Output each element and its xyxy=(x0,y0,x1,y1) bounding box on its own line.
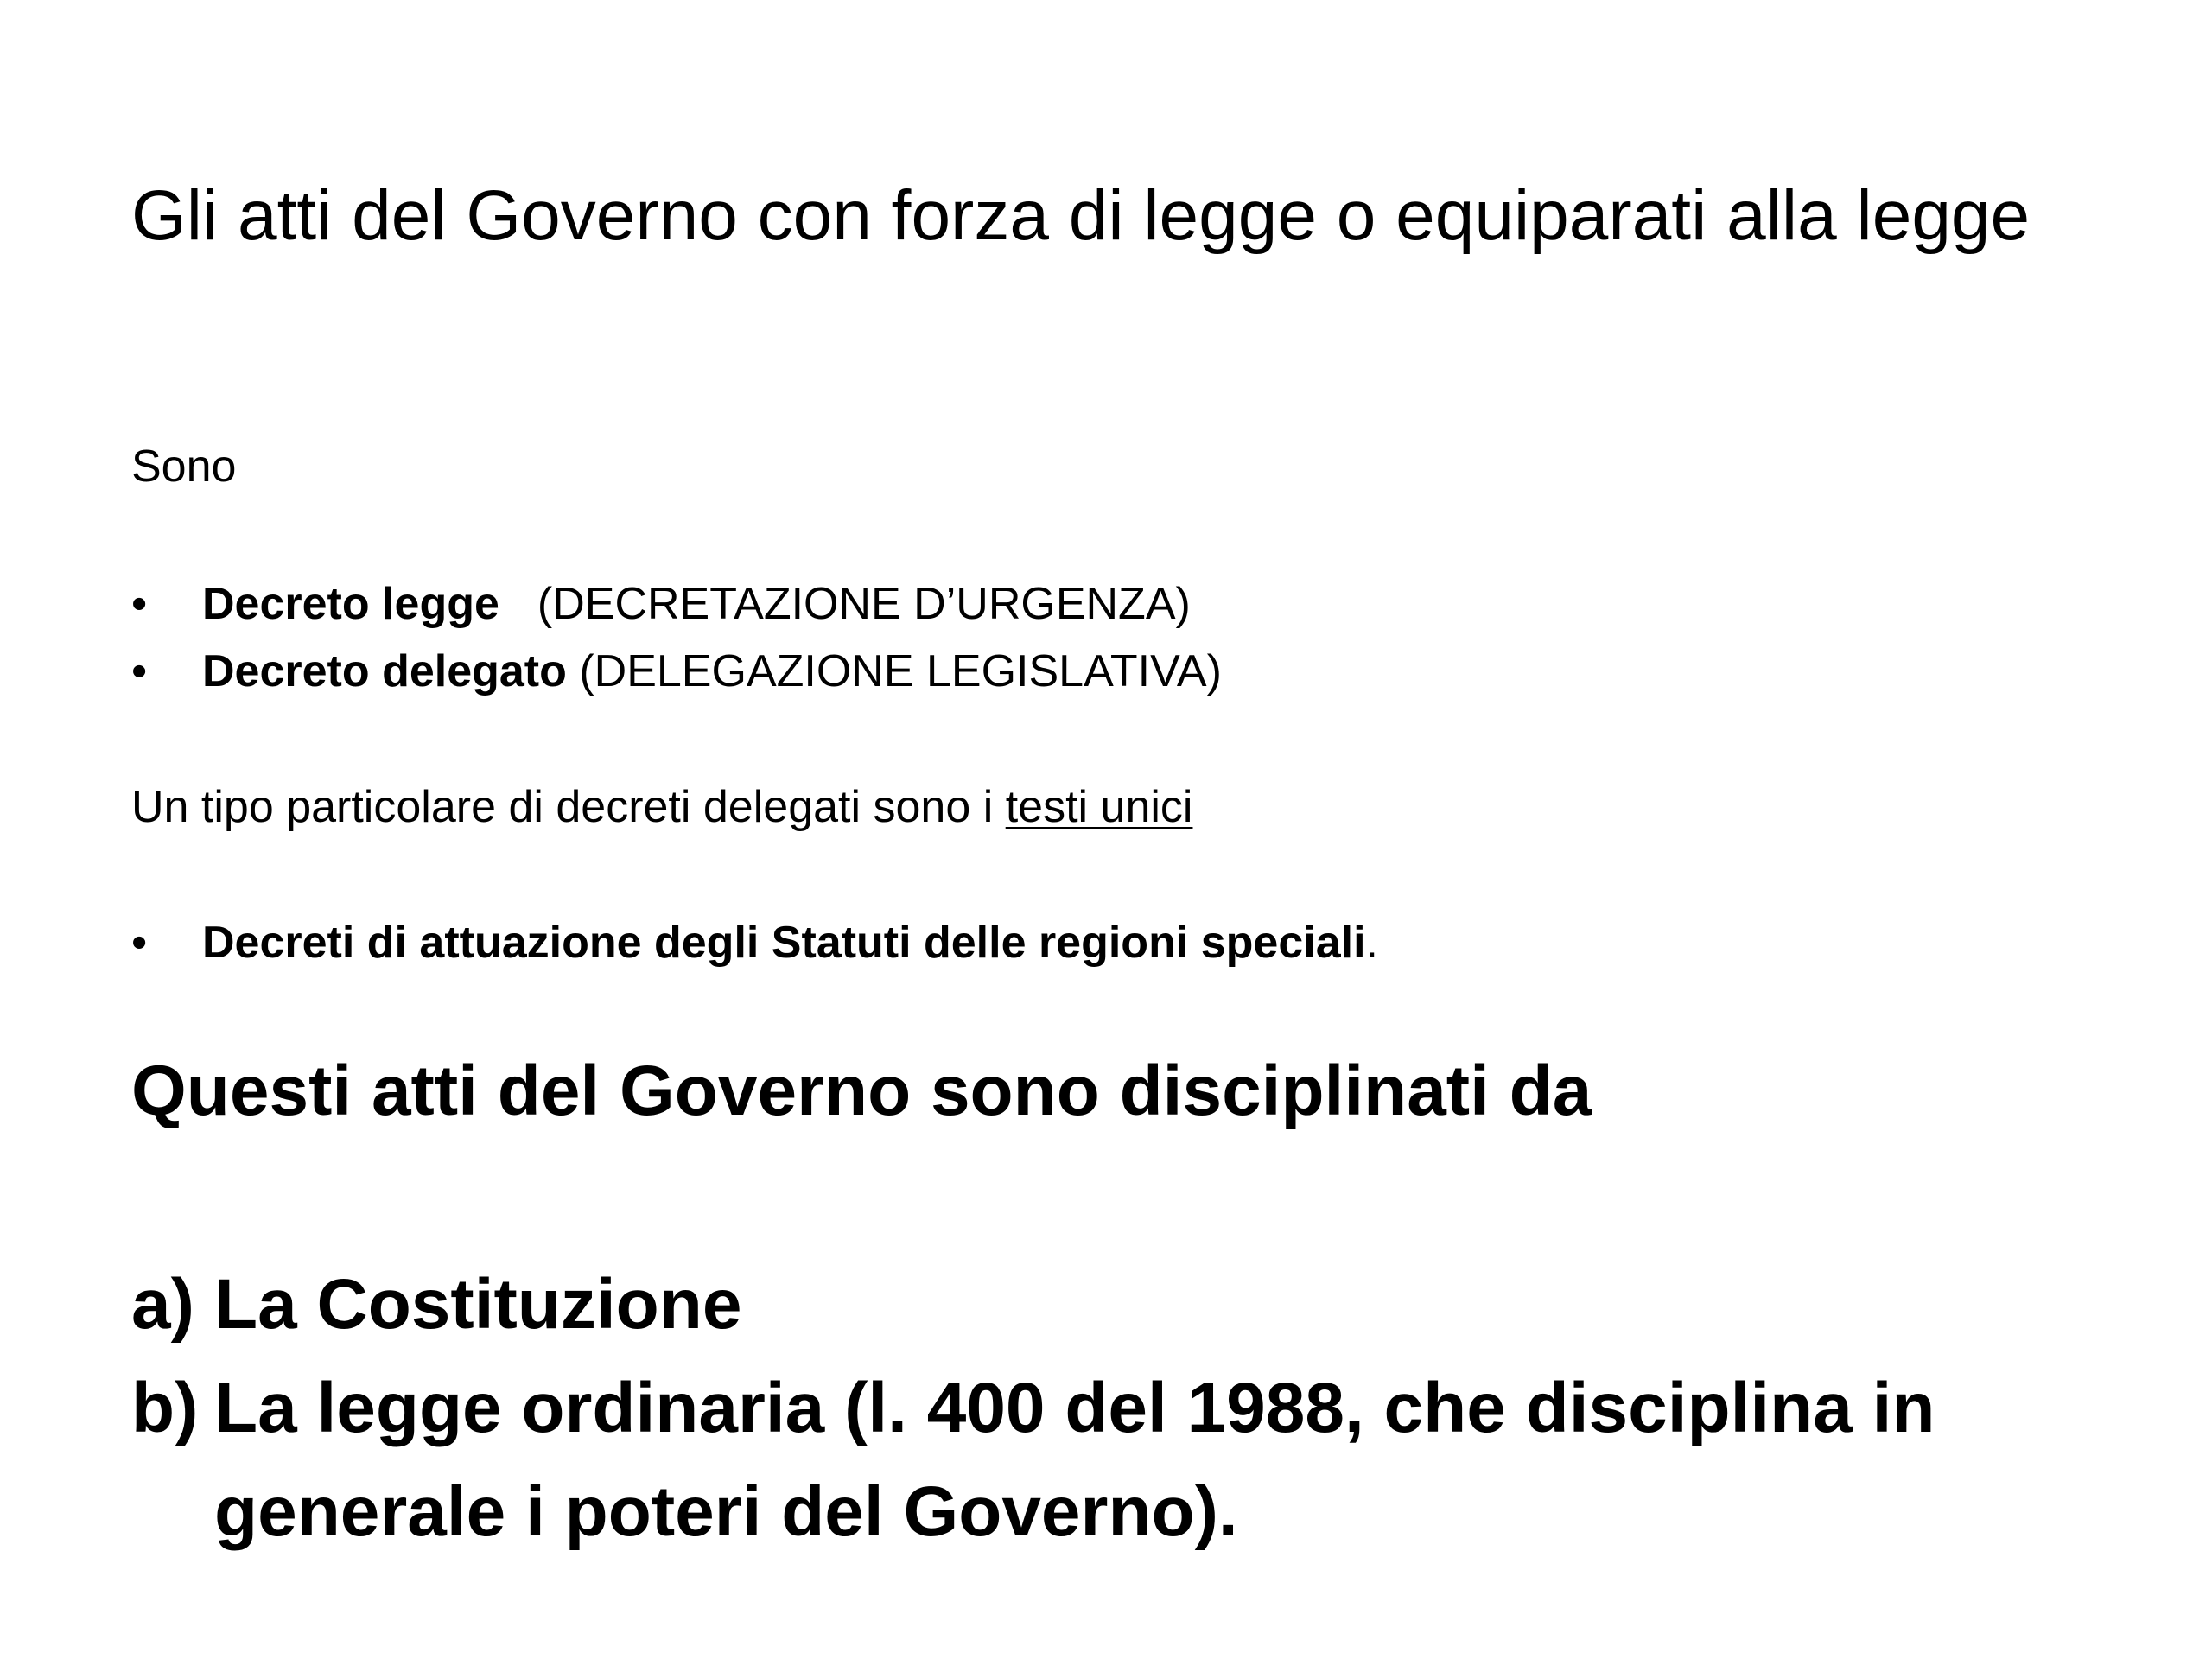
enum-text: La Costituzione xyxy=(214,1265,742,1344)
list-item xyxy=(131,570,1222,638)
note-underlined-text: testi unici xyxy=(1005,782,1193,832)
bullet-rest-text: (DECRETAZIONE D’URGENZA) xyxy=(537,579,1191,629)
list-item xyxy=(131,638,1222,705)
bullet-rest-text: (DELEGAZIONE LEGISLATIVA) xyxy=(566,646,1222,696)
enumerated-list xyxy=(131,1253,2119,1564)
section-heading: Questi atti del Governo sono disciplinati da xyxy=(131,1052,1592,1130)
bullet-icon: • xyxy=(131,918,148,968)
enum-marker: a) xyxy=(131,1265,194,1344)
note-main-text: Un tipo particolare di decreti delegati sono i xyxy=(131,782,1006,832)
enum-text: La legge ordinaria (l. 400 del 1988, che disciplina in generale i poteri del Governo). xyxy=(214,1369,1936,1551)
bullet-bold-text: Decreti di attuazione degli Statuti delle regioni speciali xyxy=(202,918,1366,968)
bullet-list-acts xyxy=(131,570,1222,705)
bullet-rest-text: . xyxy=(1365,918,1378,968)
enum-marker: b) xyxy=(131,1369,199,1447)
bullet-bold-text: Decreto legge xyxy=(202,579,499,629)
intro-text: Sono xyxy=(131,442,237,492)
bullet-icon: • xyxy=(131,579,148,629)
note-text xyxy=(131,779,1192,835)
list-item xyxy=(131,1357,2119,1564)
bullet-list-statutes xyxy=(131,909,1378,976)
bullet-bold-text: Decreto delegato xyxy=(202,646,567,696)
slide-title: Gli atti del Governo con forza di legge o equiparati alla legge xyxy=(131,176,2031,255)
list-item xyxy=(131,1253,2119,1357)
bullet-icon: • xyxy=(131,646,148,696)
list-item xyxy=(131,909,1378,976)
